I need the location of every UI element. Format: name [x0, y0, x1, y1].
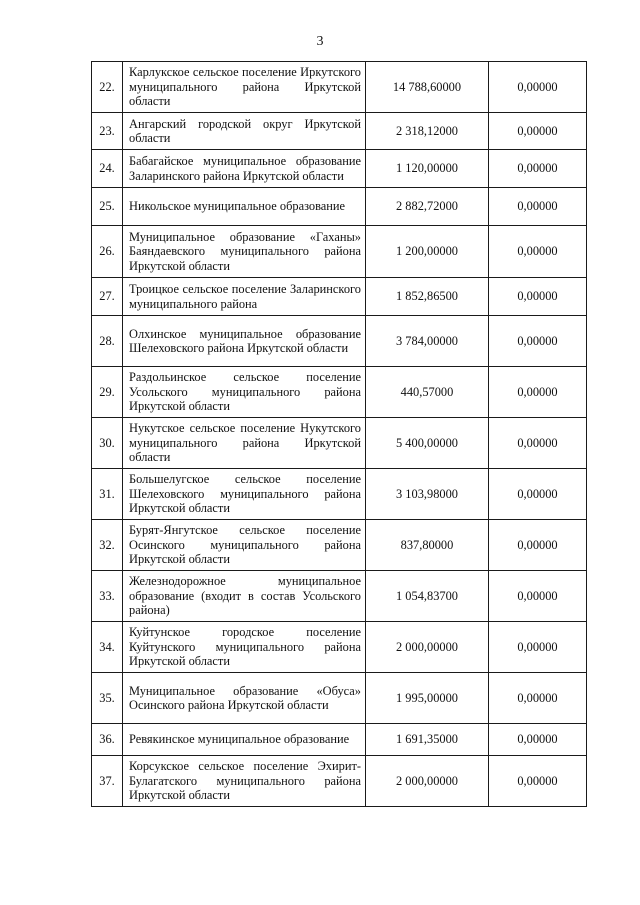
- row-number: 29.: [92, 367, 123, 418]
- table-row: [92, 226, 587, 278]
- amount-value: 1 054,83700: [366, 571, 489, 622]
- allocation-table: [91, 61, 587, 807]
- second-amount-value: 0,00000: [489, 150, 587, 188]
- amount-value: 14 788,60000: [366, 62, 489, 113]
- second-amount-value: 0,00000: [489, 113, 587, 150]
- municipality-name: Никольское муниципальное образование: [123, 188, 366, 226]
- row-number: 26.: [92, 226, 123, 278]
- table-row: [92, 520, 587, 571]
- table-row: [92, 278, 587, 316]
- municipality-name: Троицкое сельское поселение Заларинского муниципального района: [123, 278, 366, 316]
- page-number: 3: [316, 34, 324, 49]
- second-amount-value: 0,00000: [489, 622, 587, 673]
- row-number: 33.: [92, 571, 123, 622]
- municipality-name: Куйтунское городское поселение Куйтунского муниципального района Иркутской области: [123, 622, 366, 673]
- table-row: [92, 724, 587, 756]
- second-amount-value: 0,00000: [489, 756, 587, 807]
- municipality-name: Бабагайское муниципальное образование Заларинского района Иркутской области: [123, 150, 366, 188]
- amount-value: 5 400,00000: [366, 418, 489, 469]
- table-row: [92, 150, 587, 188]
- amount-value: 1 691,35000: [366, 724, 489, 756]
- second-amount-value: 0,00000: [489, 278, 587, 316]
- second-amount-value: 0,00000: [489, 316, 587, 367]
- table-row: [92, 62, 587, 113]
- amount-value: 1 852,86500: [366, 278, 489, 316]
- row-number: 25.: [92, 188, 123, 226]
- amount-value: 1 200,00000: [366, 226, 489, 278]
- amount-value: 1 995,00000: [366, 673, 489, 724]
- row-number: 35.: [92, 673, 123, 724]
- municipality-name: Нукутское сельское поселение Нукутского муниципального района Иркутской области: [123, 418, 366, 469]
- municipality-name: Карлукское сельское поселение Иркутского муниципального района Иркутской области: [123, 62, 366, 113]
- second-amount-value: 0,00000: [489, 520, 587, 571]
- second-amount-value: 0,00000: [489, 418, 587, 469]
- amount-value: 3 784,00000: [366, 316, 489, 367]
- table-row: [92, 673, 587, 724]
- table-row: [92, 367, 587, 418]
- second-amount-value: 0,00000: [489, 469, 587, 520]
- table-row: [92, 316, 587, 367]
- table-row: [92, 418, 587, 469]
- row-number: 32.: [92, 520, 123, 571]
- municipality-name: Ангарский городской округ Иркутской области: [123, 113, 366, 150]
- row-number: 22.: [92, 62, 123, 113]
- second-amount-value: 0,00000: [489, 367, 587, 418]
- municipality-name: Железнодорожное муниципальное образование (входит в состав Усольского района): [123, 571, 366, 622]
- table-row: [92, 756, 587, 807]
- second-amount-value: 0,00000: [489, 188, 587, 226]
- row-number: 24.: [92, 150, 123, 188]
- amount-value: 2 318,12000: [366, 113, 489, 150]
- municipality-name: Большелугское сельское поселение Шелеховского муниципального района Иркутской области: [123, 469, 366, 520]
- row-number: 28.: [92, 316, 123, 367]
- row-number: 27.: [92, 278, 123, 316]
- municipality-name: Муниципальное образование «Обуса» Осинского района Иркутской области: [123, 673, 366, 724]
- second-amount-value: 0,00000: [489, 724, 587, 756]
- municipality-name: Ревякинское муниципальное образование: [123, 724, 366, 756]
- municipality-name: Раздольинское сельское поселение Усольского муниципального района Иркутской области: [123, 367, 366, 418]
- amount-value: 2 000,00000: [366, 622, 489, 673]
- amount-value: 1 120,00000: [366, 150, 489, 188]
- row-number: 30.: [92, 418, 123, 469]
- municipality-name: Олхинское муниципальное образование Шелеховского района Иркутской области: [123, 316, 366, 367]
- second-amount-value: 0,00000: [489, 62, 587, 113]
- amount-value: 2 882,72000: [366, 188, 489, 226]
- table-row: [92, 113, 587, 150]
- second-amount-value: 0,00000: [489, 226, 587, 278]
- municipality-name: Бурят-Янгутское сельское поселение Осинского муниципального района Иркутской области: [123, 520, 366, 571]
- row-number: 36.: [92, 724, 123, 756]
- amount-value: 837,80000: [366, 520, 489, 571]
- table-row: [92, 622, 587, 673]
- amount-value: 2 000,00000: [366, 756, 489, 807]
- table-row: [92, 469, 587, 520]
- row-number: 34.: [92, 622, 123, 673]
- second-amount-value: 0,00000: [489, 673, 587, 724]
- row-number: 37.: [92, 756, 123, 807]
- municipality-name: Муниципальное образование «Гаханы» Баяндаевского муниципального района Иркутской области: [123, 226, 366, 278]
- amount-value: 3 103,98000: [366, 469, 489, 520]
- table-row: [92, 571, 587, 622]
- municipality-name: Корсукское сельское поселение Эхирит-Булагатского муниципального района Иркутской области: [123, 756, 366, 807]
- amount-value: 440,57000: [366, 367, 489, 418]
- row-number: 23.: [92, 113, 123, 150]
- table-row: [92, 188, 587, 226]
- row-number: 31.: [92, 469, 123, 520]
- second-amount-value: 0,00000: [489, 571, 587, 622]
